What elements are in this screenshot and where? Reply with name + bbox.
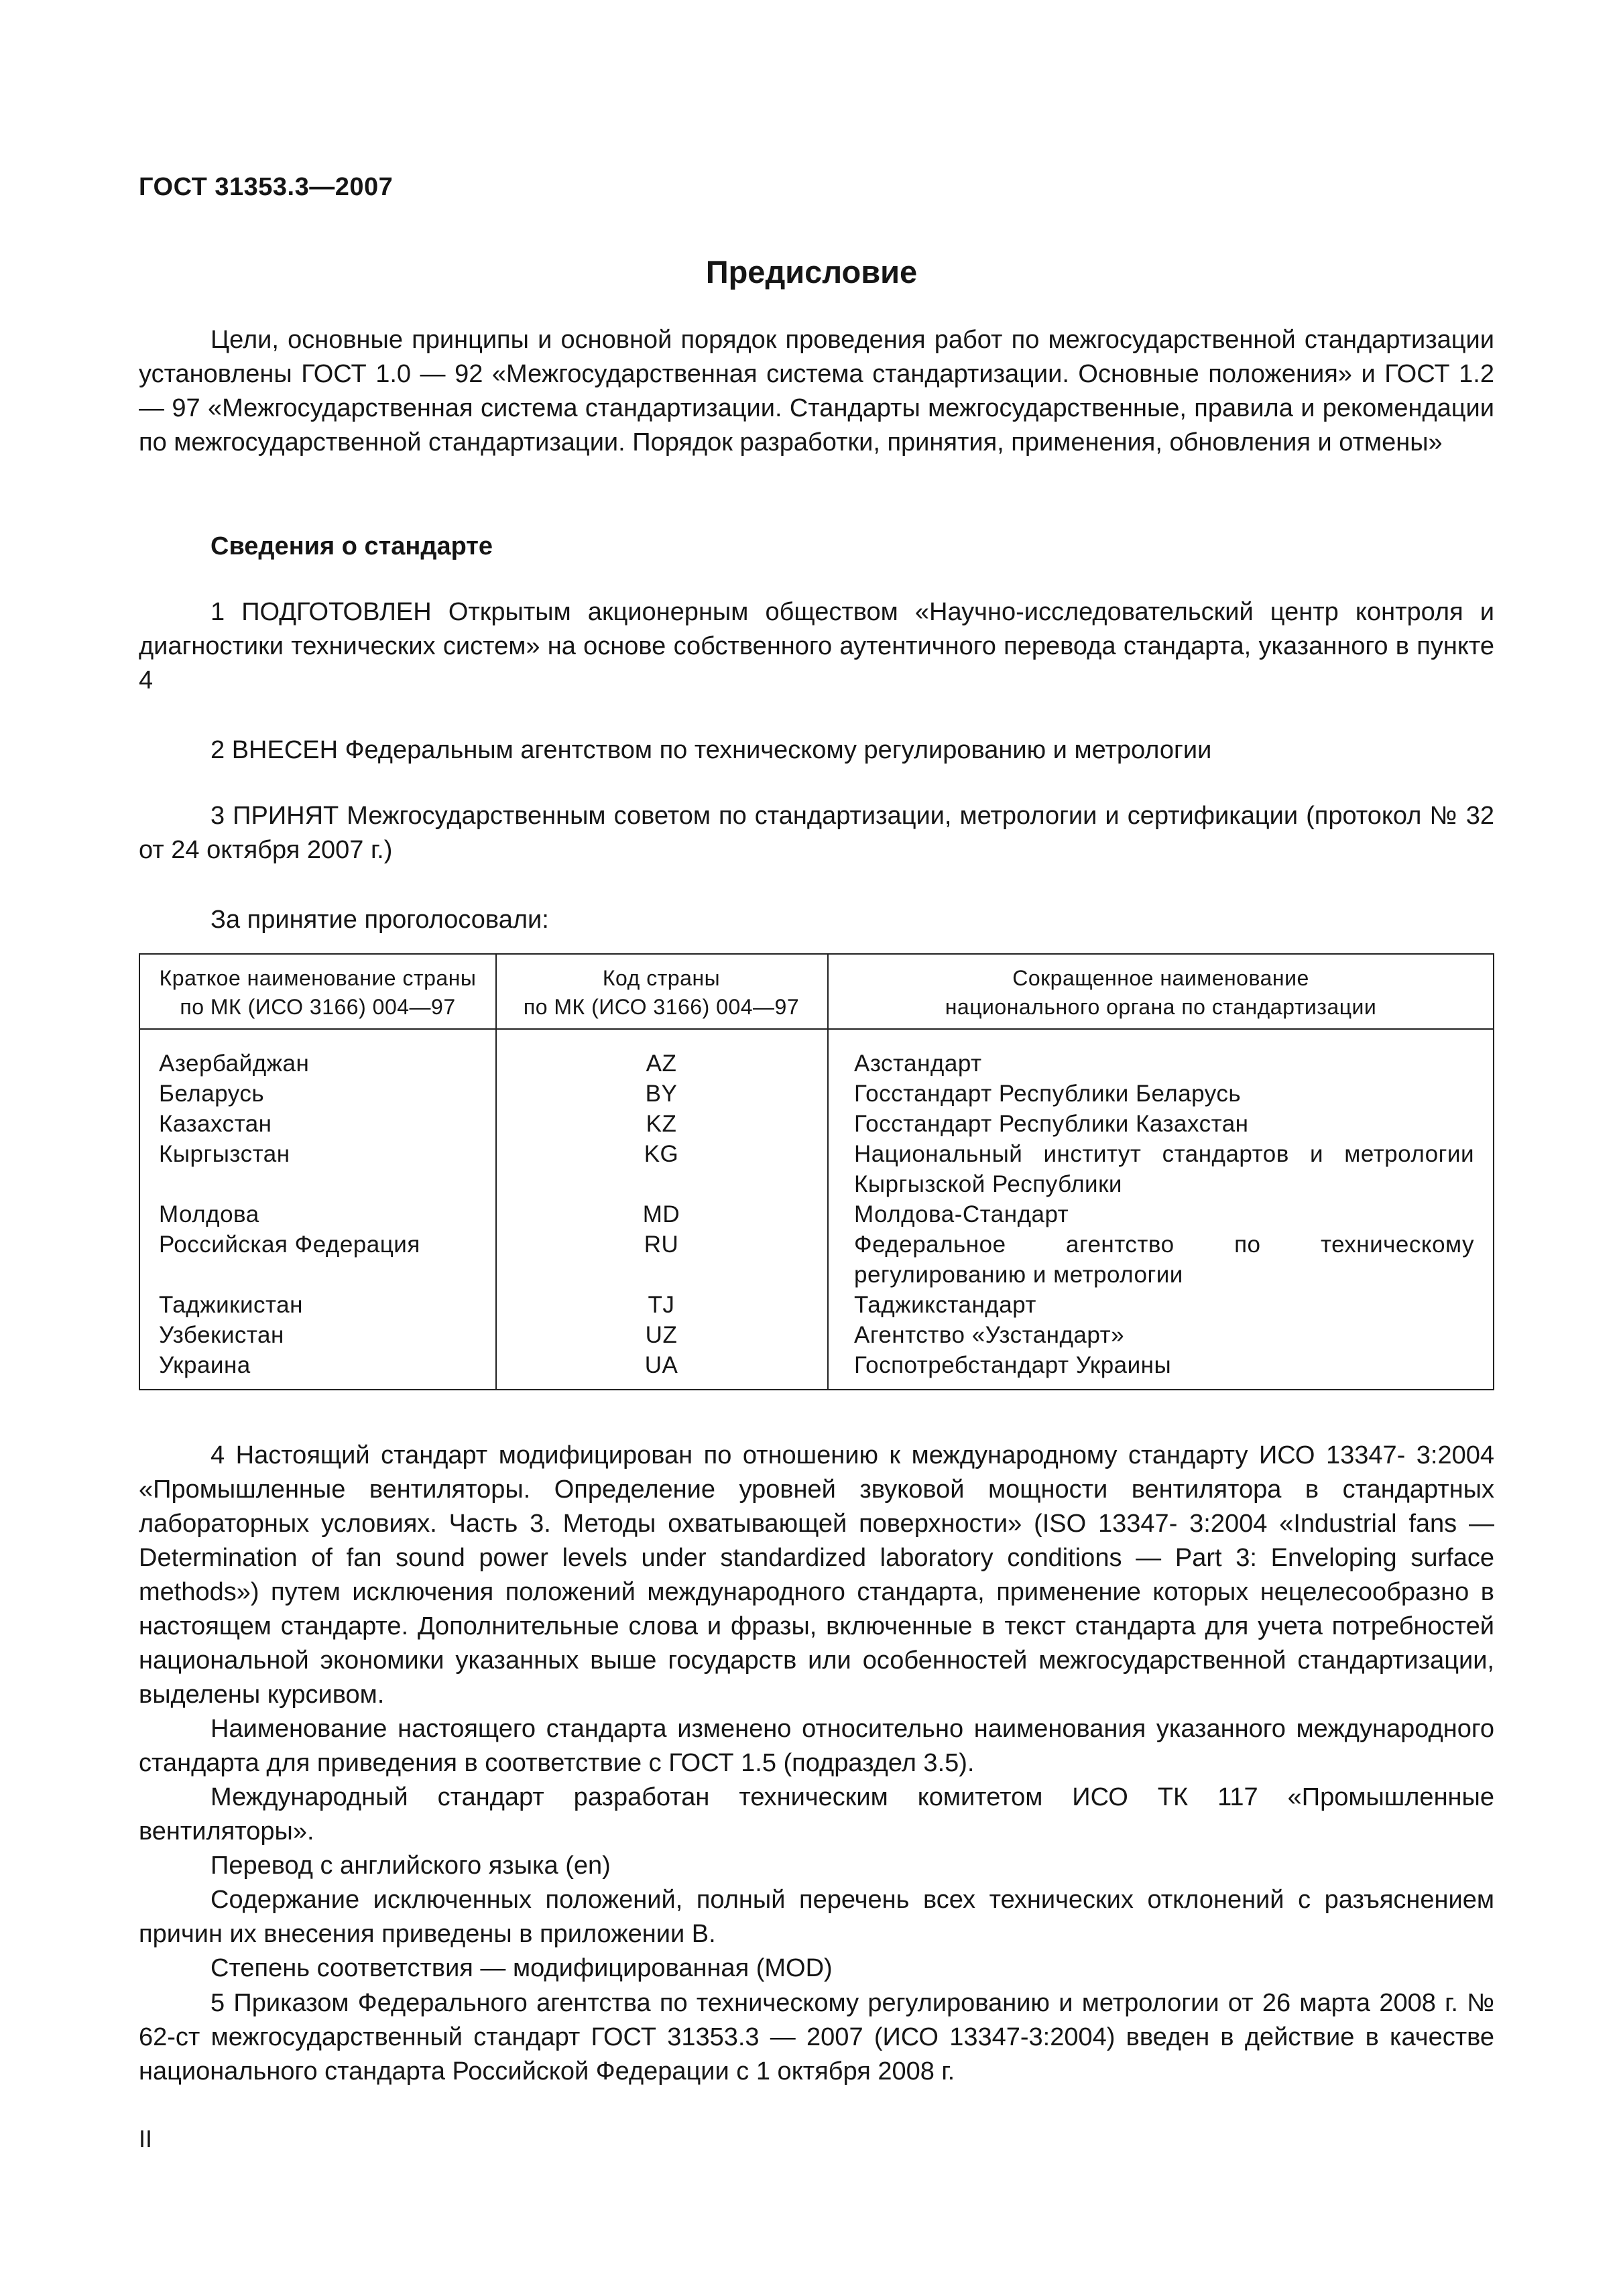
table-cell-country: Кыргызстан: [159, 1141, 290, 1167]
table-cell-code: MD: [642, 1201, 680, 1227]
table-header-divider: [140, 1028, 1493, 1030]
table-cell-code: KZ: [646, 1111, 677, 1137]
item-3-text: 3 ПРИНЯТ Межгосударственным советом по стандартизации, метрологии и сертификации (протокол № 32 от 24 октября 2007 г.): [139, 802, 1494, 864]
document-id: ГОСТ 31353.3—2007: [139, 173, 394, 201]
item-4-committee: Международный стандарт разработан техническим комитетом ИСО ТК 117 «Промышленные вентиляторы».: [139, 1783, 1494, 1846]
intro-paragraph: [139, 323, 1494, 460]
table-cell-body: Госстандарт Республики Беларусь: [854, 1081, 1242, 1107]
table-cell-country: Узбекистан: [159, 1322, 284, 1348]
table-cell-body: Федеральное агентство по техническому регулированию и метрологии: [854, 1231, 1474, 1288]
item-1: [139, 595, 1494, 698]
page-number: II: [139, 2125, 153, 2153]
page-title: Предисловие: [705, 254, 918, 290]
item-4: [139, 1439, 1494, 1986]
table-cell-country: Беларусь: [159, 1081, 265, 1107]
table-cell-code: RU: [644, 1231, 679, 1258]
table-cell-code: BY: [645, 1081, 678, 1107]
table-cell-body: Госпотребстандарт Украины: [854, 1352, 1172, 1378]
table-cell-country: Азербайджан: [159, 1050, 310, 1077]
table-cell-body: Госстандарт Республики Казахстан: [854, 1111, 1249, 1137]
item-5: [139, 1986, 1494, 2089]
table-cell-body: Таджикстандарт: [854, 1292, 1036, 1318]
table-header-code: Код страны по МК (ИСО 3166) 004—97: [523, 966, 800, 1019]
table-cell-code: AZ: [646, 1050, 677, 1077]
table-cell-country: Российская Федерация: [159, 1231, 420, 1258]
item-4-conformity: Степень соответствия — модифицированная (MOD): [211, 1954, 833, 1982]
table-cell-code: UZ: [645, 1322, 678, 1348]
table-cell-code: KG: [644, 1141, 679, 1167]
table-header-country: Краткое наименование страны по МК (ИСО 3166) 004—97: [159, 966, 477, 1019]
table-cell-body: Национальный институт стандартов и метрологии Кыргызской Республики: [854, 1141, 1474, 1197]
item-4-translation: Перевод с английского языка (en): [211, 1852, 611, 1880]
item-5-text: 5 Приказом Федерального агентства по техническому регулированию и метрологии от 26 марта 2008 г. № 62-ст межгосударственный стандарт ГОСТ 31353.3 — 2007 (ИСО 13347-3:2004) введен в действие в качестве национального стандарта Российской Федерации с 1 октября 2008 г.: [139, 1989, 1494, 2086]
item-1-text: 1 ПОДГОТОВЛЕН Открытым акционерным обществом «Научно-исследовательский центр контроля и диагностики технических систем» на основе собственного аутентичного перевода стандарта, указанного в пункте 4: [139, 598, 1494, 694]
table-header-body: Сокращенное наименование национального органа по стандартизации: [945, 966, 1377, 1019]
section-heading: Сведения о стандарте: [211, 532, 493, 560]
table-cell-code: UA: [644, 1352, 678, 1378]
item-2-text: 2 ВНЕСЕН Федеральным агентством по техническому регулированию и метрологии: [211, 736, 1212, 764]
table-cell-country: Таджикистан: [159, 1292, 303, 1318]
item-3: [139, 799, 1494, 867]
table-cell-country: Казахстан: [159, 1111, 272, 1137]
item-4-name-change: Наименование настоящего стандарта изменено относительно наименования указанного международного стандарта для приведения в соответствие с ГОСТ 1.5 (подраздел 3.5).: [139, 1715, 1494, 1777]
vote-label: За принятие проголосовали:: [211, 906, 549, 934]
table-cell-body: Азстандарт: [854, 1050, 982, 1077]
table-cell-country: Молдова: [159, 1201, 259, 1227]
members-table: [139, 953, 1494, 1390]
table-cell-code: TJ: [648, 1292, 675, 1318]
item-4-exclusions: Содержание исключенных положений, полный перечень всех технических отклонений с разъяснением причин их внесения приведены в приложении В.: [139, 1886, 1494, 1948]
table-cell-body: Агентство «Узстандарт»: [854, 1322, 1125, 1348]
table-cell-body: Молдова-Стандарт: [854, 1201, 1069, 1227]
intro-text: Цели, основные принципы и основной порядок проведения работ по межгосударственной стандартизации установлены ГОСТ 1.0 — 92 «Межгосударственная система стандартизации. Основные положения» и ГОСТ 1.2 — 97 «Межгосударственная система стандартизации. Стандарты межгосударственные, правила и рекомендации по межгосударственной стандартизации. Порядок разработки, принятия, применения, обновления и отмены»: [139, 326, 1494, 457]
table-cell-country: Украина: [159, 1352, 251, 1378]
item-4-text: 4 Настоящий стандарт модифицирован по отношению к международному стандарту ИСО 13347- 3:2004 «Промышленные вентиляторы. Определение уровней звуковой мощности вентилятора в стандартных лабораторных условиях. Часть 3. Методы охватывающей поверхности» (ISO 13347- 3:2004 «Industrial fans — Determination of fan sound power levels under standardized laboratory conditions — Part 3: Enveloping surface methods») путем исключения положений международного стандарта, применение которых нецелесообразно в настоящем стандарте. Дополнительные слова и фразы, включенные в текст стандарта для учета потребностей национальной экономики указанных выше государств или особенностей межгосударственной стандартизации, выделены курсивом.: [139, 1441, 1494, 1709]
